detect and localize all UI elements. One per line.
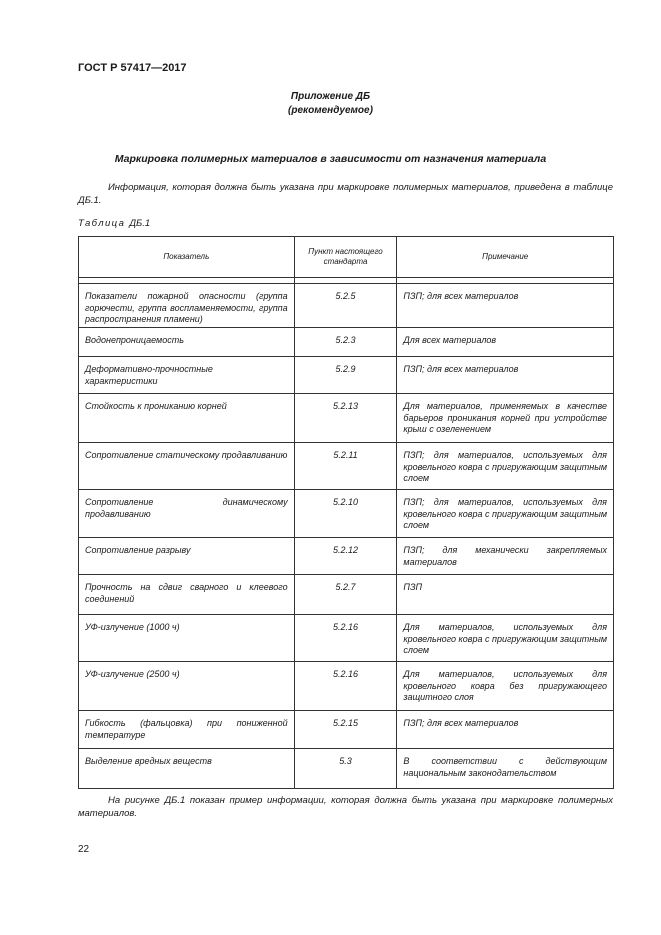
row-indicator: Гибкость (фальцовка) при пониженной температуре	[79, 711, 295, 749]
figure-reference-paragraph: На рисунке ДБ.1 показан пример информации, которая должна быть указана при маркировке полимерных материалов.	[78, 795, 613, 819]
row-indicator: Прочность на сдвиг сварного и клеевого соединений	[79, 575, 295, 615]
row-clause: 5.2.15	[294, 711, 397, 749]
header-indicator: Показатель	[79, 237, 295, 278]
row-clause: 5.2.10	[294, 490, 397, 538]
row-clause: 5.2.16	[294, 615, 397, 662]
intro-paragraph: Информация, которая должна быть указана при маркировке полимерных материалов, приведена в таблице ДБ.1.	[78, 182, 613, 206]
table-row	[79, 615, 614, 662]
table-row	[79, 490, 614, 538]
row-clause: 5.2.5	[294, 284, 397, 328]
table-caption-number: ДБ.1	[129, 218, 151, 229]
page-number: 22	[78, 844, 90, 855]
row-indicator: УФ-излучение (1000 ч)	[79, 615, 295, 662]
header-note: Примечание	[397, 237, 614, 278]
table-row	[79, 575, 614, 615]
row-note: В соответствии с действующим национальным законодательством	[397, 749, 614, 789]
annex-heading	[0, 90, 661, 118]
document-header: ГОСТ Р 57417—2017	[78, 62, 187, 74]
table-row	[79, 711, 614, 749]
row-note: ПЗП; для всех материалов	[397, 357, 614, 394]
row-clause: 5.3	[294, 749, 397, 789]
table-caption-label: Таблица	[78, 218, 126, 229]
row-indicator: Стойкость к прониканию корней	[79, 394, 295, 443]
table-caption	[78, 218, 150, 229]
row-clause: 5.2.12	[294, 538, 397, 575]
row-indicator: Деформативно-прочностные характеристики	[79, 357, 295, 394]
row-note: ПЗП; для механически закрепляемых материалов	[397, 538, 614, 575]
table-row	[79, 357, 614, 394]
row-indicator: Сопротивление динамическому продавливанию	[79, 490, 295, 538]
row-note: Для материалов, используемых для кровельного ковра с пригружающим защитным слоем	[397, 615, 614, 662]
row-indicator: Сопротивление статическому продавливанию	[79, 443, 295, 490]
row-clause: 5.2.9	[294, 357, 397, 394]
row-note: ПЗП; для всех материалов	[397, 711, 614, 749]
row-note: ПЗП; для всех материалов	[397, 284, 614, 328]
header-clause: Пункт настоящего стандарта	[294, 237, 397, 278]
table-row	[79, 328, 614, 357]
row-note: Для всех материалов	[397, 328, 614, 357]
row-note: ПЗП; для материалов, используемых для кровельного ковра с пригружающим защитным слоем	[397, 443, 614, 490]
table-row	[79, 749, 614, 789]
indicator-table	[78, 236, 614, 789]
row-indicator: Показатели пожарной опасности (группа горючести, группа воспламеняемости, группа распространения пламени)	[79, 284, 295, 328]
table-header-row	[79, 237, 614, 278]
row-indicator: Водонепроницаемость	[79, 328, 295, 357]
annex-status: (рекомендуемое)	[288, 105, 373, 116]
table-row	[79, 394, 614, 443]
row-note: ПЗП	[397, 575, 614, 615]
table-row	[79, 538, 614, 575]
row-clause: 5.2.3	[294, 328, 397, 357]
row-note: Для материалов, используемых для кровельного ковра без пригружающего защитного слоя	[397, 662, 614, 711]
annex-title: Приложение ДБ	[290, 91, 371, 102]
row-clause: 5.2.16	[294, 662, 397, 711]
row-clause: 5.2.11	[294, 443, 397, 490]
row-indicator: УФ-излучение (2500 ч)	[79, 662, 295, 711]
row-indicator: Выделение вредных веществ	[79, 749, 295, 789]
row-clause: 5.2.7	[294, 575, 397, 615]
row-note: Для материалов, применяемых в качестве барьеров проникания корней при устройстве крыш с озеленением	[397, 394, 614, 443]
row-indicator: Сопротивление разрыву	[79, 538, 295, 575]
row-clause: 5.2.13	[294, 394, 397, 443]
section-title: Маркировка полимерных материалов в зависимости от назначения материала	[114, 153, 547, 165]
table-row	[79, 662, 614, 711]
table-row	[79, 443, 614, 490]
table-row	[79, 284, 614, 328]
row-note: ПЗП; для материалов, используемых для кровельного ковра с пригружающим защитным слоем	[397, 490, 614, 538]
